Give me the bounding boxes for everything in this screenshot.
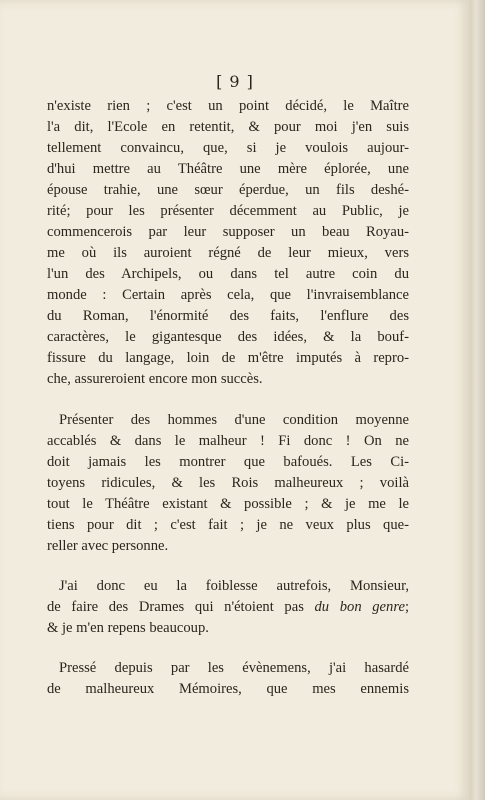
paragraph-gap — [47, 557, 409, 576]
page-edge — [470, 0, 485, 800]
text-line: n'existe rien ; c'est un point décidé, le Maître — [47, 98, 409, 114]
paragraph-gap — [47, 390, 409, 410]
text-line — [47, 597, 409, 618]
text-line: du Roman, l'énormité des faits, l'enflure des — [47, 308, 409, 324]
paragraph-3 — [47, 576, 409, 639]
text-line: J'ai donc eu la foiblesse autrefois, Monsieur, — [59, 578, 409, 594]
text-line: commencerois par leur supposer un beau Royau- — [47, 224, 409, 240]
text-line: accablés & dans le malheur ! Fi donc ! On ne — [47, 433, 409, 449]
text-line: tellement convaincu, que, si je voulois aujour- — [47, 140, 409, 156]
text-line: d'hui mettre au Théâtre une mère éplorée, une — [47, 161, 409, 177]
paragraph-1 — [47, 96, 409, 390]
text-line: & je m'en repens beaucoup. — [47, 620, 209, 636]
paragraph-4 — [47, 658, 409, 700]
text-line: monde : Certain après cela, que l'invraisemblance — [47, 287, 409, 303]
text-run: de faire des Drames qui n'étoient pas — [47, 599, 315, 615]
text-line: doit jamais les montrer que bafoués. Les Ci- — [47, 454, 409, 470]
text-line: rité; pour les présenter décemment au Public, je — [47, 203, 409, 219]
text-line: de malheureux Mémoires, que mes ennemis — [47, 681, 409, 697]
text-line: l'un des Archipels, ou dans tel autre coin du — [47, 266, 409, 282]
italic-phrase: du bon genre — [314, 599, 405, 615]
text-line: Pressé depuis par les évènemens, j'ai hasardé — [59, 660, 409, 676]
text-line: tiens pour dit ; c'est fait ; je ne veux plus que- — [47, 517, 409, 533]
text-line: che, assureroient encore mon succès. — [47, 371, 263, 387]
text-line: toyens ridicules, & les Rois malheureux ; voilà — [47, 475, 409, 491]
text-line: épouse trahie, une sœur éperdue, un fils deshé- — [47, 182, 409, 198]
paragraph-2 — [47, 410, 409, 557]
text-line: fissure du langage, loin de m'être imputés à repro- — [47, 350, 409, 366]
text-line: reller avec personne. — [47, 538, 169, 554]
text-line: caractères, le gigantesque des idées, & la bouf- — [47, 329, 409, 345]
paragraph-gap — [47, 639, 409, 658]
text-line: tout le Théâtre existant & possible ; & je me le — [47, 496, 409, 512]
text-run: ; — [404, 599, 409, 615]
body-text — [47, 96, 409, 700]
page-number: [ 9 ] — [216, 72, 254, 91]
text-line: Présenter des hommes d'une condition moyenne — [59, 412, 409, 428]
text-line: l'a dit, l'Ecole en retentit, & pour moi j'en suis — [47, 119, 409, 135]
text-line: me où ils auroient régné de leur mieux, vers — [47, 245, 409, 261]
